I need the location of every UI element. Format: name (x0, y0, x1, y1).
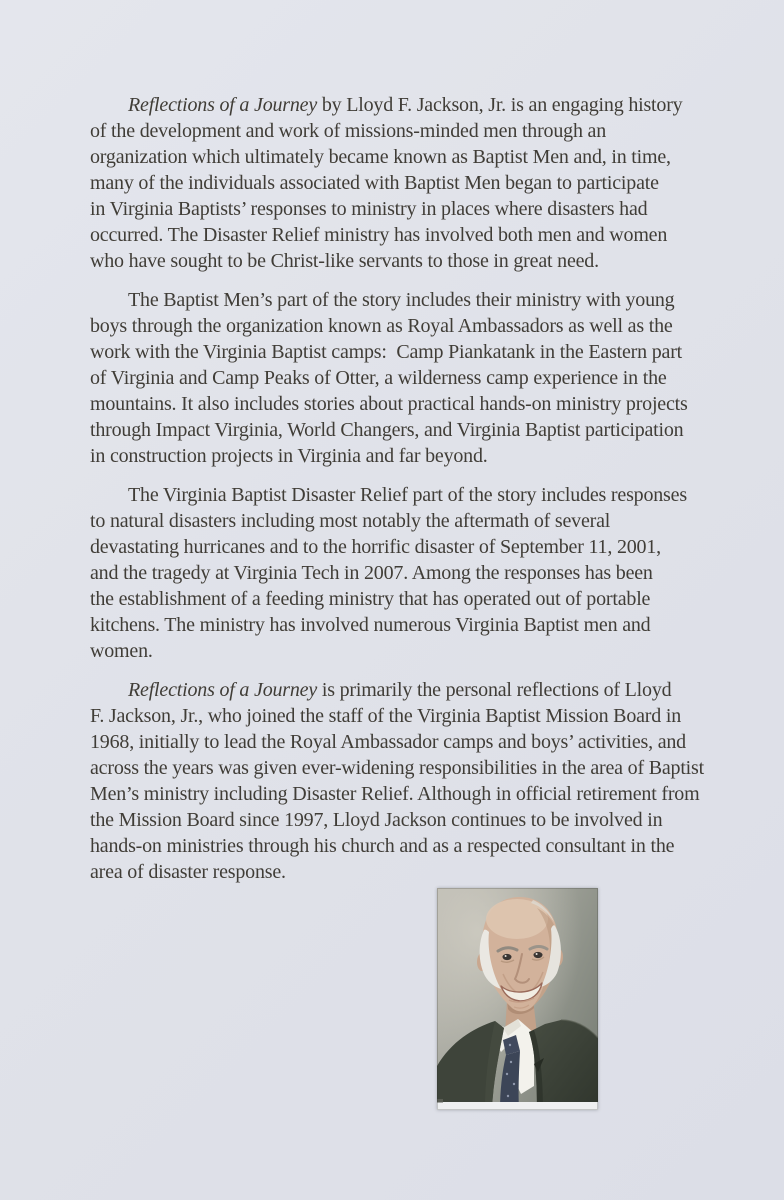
text-line: kitchens. The ministry has involved numerous Virginia Baptist men and (90, 614, 651, 636)
text-line: of Virginia and Camp Peaks of Otter, a wilderness camp experience in the (90, 367, 667, 389)
paragraph-4 (90, 677, 750, 885)
text-line: many of the individuals associated with Baptist Men began to participate (90, 172, 659, 194)
text-block (90, 92, 750, 898)
text-line: Men’s ministry including Disaster Relief. Although in official retirement from (90, 783, 700, 805)
text-line: work with the Virginia Baptist camps: Camp Piankatank in the Eastern part (90, 341, 683, 363)
text-line: organization which ultimately became known as Baptist Men and, in time, (90, 146, 671, 168)
paragraph-3 (90, 482, 750, 664)
text-line: occurred. The Disaster Relief ministry has involved both men and women (90, 224, 668, 246)
text-line: and the tragedy at Virginia Tech in 2007. Among the responses has been (90, 562, 653, 584)
text-line: in Virginia Baptists’ responses to ministry in places where disasters had (90, 198, 648, 220)
author-photo (437, 888, 598, 1110)
text-line: in construction projects in Virginia and far beyond. (90, 445, 488, 467)
photo-bottom-strip (437, 1102, 598, 1110)
text-line: mountains. It also includes stories about practical hands-on ministry projects (90, 393, 688, 415)
text-line: hands-on ministries through his church and as a respected consultant in the (90, 835, 675, 857)
text-line: devastating hurricanes and to the horrific disaster of September 11, 2001, (90, 536, 661, 558)
text-line: to natural disasters including most notably the aftermath of several (90, 510, 611, 532)
text-line: the establishment of a feeding ministry that has operated out of portable (90, 588, 651, 610)
text-line: of the development and work of missions-minded men through an (90, 120, 607, 142)
text-line: Reflections of a Journey is primarily the personal reflections of Lloyd (128, 679, 672, 701)
text-line: 1968, initially to lead the Royal Ambassador camps and boys’ activities, and (90, 731, 686, 753)
text-line: boys through the organization known as Royal Ambassadors as well as the (90, 315, 673, 337)
paragraph-1 (90, 92, 750, 274)
text-line: through Impact Virginia, World Changers, and Virginia Baptist participation (90, 419, 684, 441)
author-photo-graphic (437, 888, 598, 1110)
text-line: F. Jackson, Jr., who joined the staff of the Virginia Baptist Mission Board in (90, 705, 682, 727)
paragraph-2 (90, 287, 750, 469)
text-line: The Baptist Men’s part of the story includes their ministry with young (128, 289, 675, 311)
text-line: women. (90, 640, 153, 662)
text-line: across the years was given ever-widening responsibilities in the area of Baptist (90, 757, 704, 779)
book-title-italic: Reflections of a Journey (128, 94, 318, 116)
text-line: The Virginia Baptist Disaster Relief part of the story includes responses (128, 484, 687, 506)
text-line: area of disaster response. (90, 861, 286, 883)
text-line: the Mission Board since 1997, Lloyd Jackson continues to be involved in (90, 809, 663, 831)
book-title-italic: Reflections of a Journey (128, 679, 318, 701)
text-line: who have sought to be Christ-like servants to those in great need. (90, 250, 599, 272)
text-line: Reflections of a Journey by Lloyd F. Jackson, Jr. is an engaging history (128, 94, 683, 116)
